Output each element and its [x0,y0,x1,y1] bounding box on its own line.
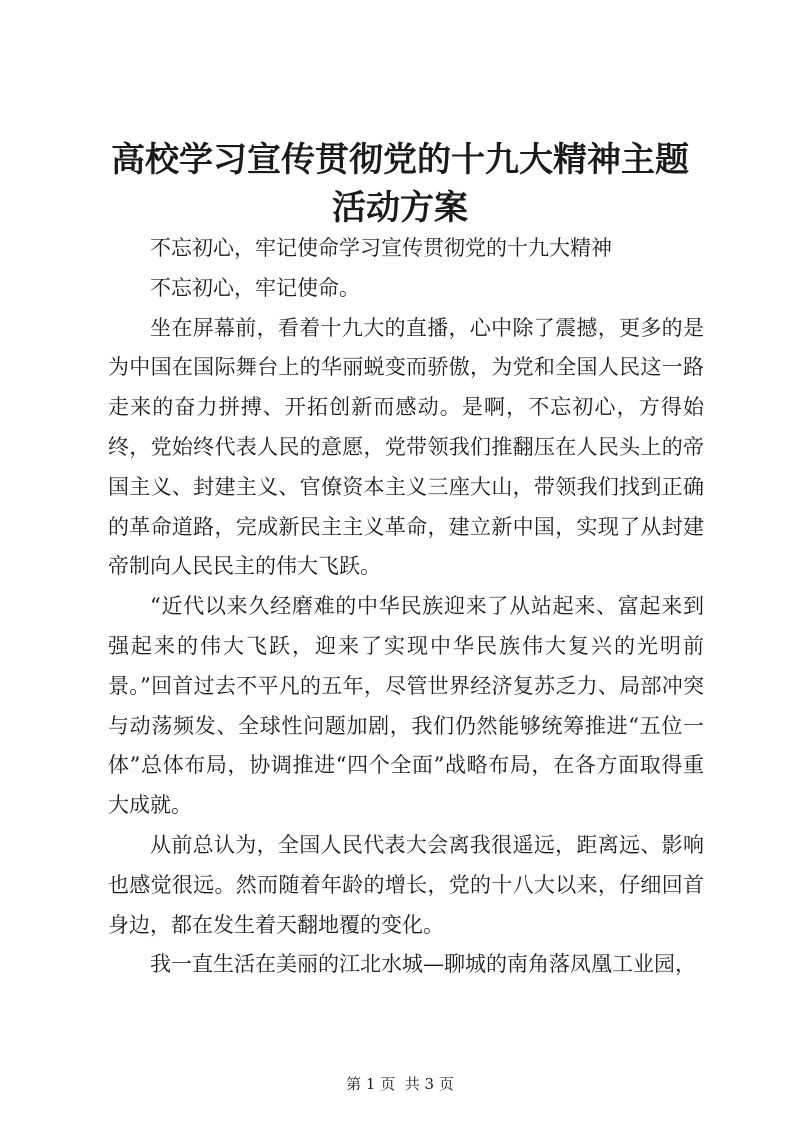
page-footer [0,1074,800,1094]
document-title: 高校学习宣传贯彻党的十九大精神主题活动方案 [111,140,689,228]
document-body [108,229,704,985]
paragraph-body: 我一直生活在美丽的江北水城—聊城的南角落凤凰工业园， [150,952,696,977]
paragraph-body: 坐在屏幕前，看着十九大的直播，心中除了震撼，更多的是为中国在国际舞台上的华丽蜕变而骄傲，为党和全国人民这一路走来的奋力拼搏、开拓创新而感动。是啊，不忘初心，方得始终，党始终代表人民的意愿，党带领我们推翻压在人民头上的帝国主义、封建主义、官僚资本主义三座大山，带领我们找到正确的革命道路，完成新民主主义革命，建立新中国，实现了从封建帝制向人民民主的伟大飞跃。 [108,315,704,579]
page-number: 第 1 页 共 3 页 [346,1075,454,1093]
paragraph-body: “近代以来久经磨难的中华民族迎来了从站起来、富起来到强起来的伟大飞跃，迎来了实现中华民族伟大复兴的光明前景。”回首过去不平凡的五年，尽管世界经济复苏乏力、局部冲突与动荡频发、全球性问题加剧，我们仍然能够统筹推进“五位一体”总体布局，协调推进“四个全面”战略布局，在各方面取得重大成就。 [108,594,704,818]
paragraph-subtitle: 不忘初心，牢记使命学习宣传贯彻党的十九大精神 [150,236,612,260]
paragraph-body: 从前总认为，全国人民代表大会离我很遥远，距离远、影响也感觉很远。然而随着年龄的增长，党的十八大以来，仔细回首身边，都在发生着天翻地覆的变化。 [108,832,704,937]
paragraph-motto: 不忘初心，牢记使命。 [150,275,360,300]
